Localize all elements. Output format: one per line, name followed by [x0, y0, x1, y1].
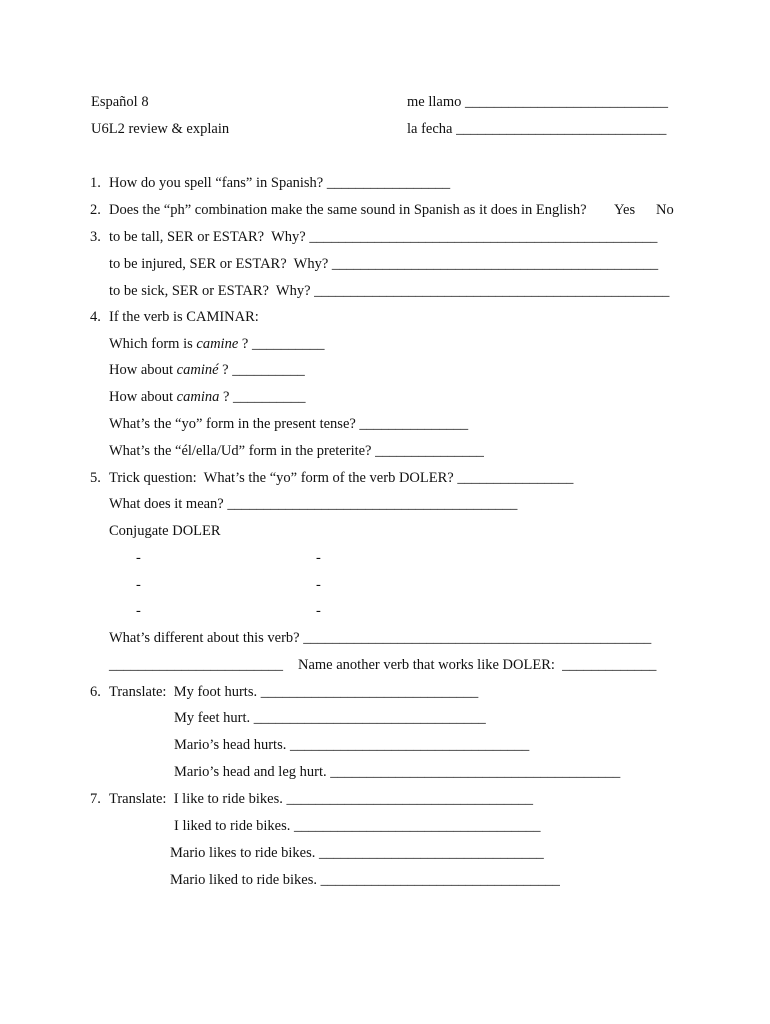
- question-number: 3.: [90, 229, 101, 245]
- answer-no: No: [656, 202, 674, 218]
- answer-yes: Yes: [614, 202, 636, 218]
- text: How about: [109, 362, 177, 378]
- question-number: 7.: [90, 791, 101, 807]
- question-6b: My feet hurt. ________________________________: [174, 710, 486, 726]
- conjugation-dash: -: [316, 577, 321, 593]
- answer-blank: ________________________: [109, 657, 283, 673]
- question-number: 2.: [90, 202, 101, 218]
- question-number: 1.: [90, 175, 101, 191]
- question-4c: [109, 388, 306, 406]
- text: ? __________: [238, 336, 325, 352]
- question-7c: Mario likes to ride bikes. _______________________________: [170, 845, 544, 861]
- question-6c: Mario’s head hurts. _________________________________: [174, 737, 530, 753]
- question-4d: What’s the “yo” form in the present tense? _______________: [109, 416, 469, 432]
- text: Which form is: [109, 336, 197, 352]
- question-6d: Mario’s head and leg hurt. ________________________________________: [174, 764, 621, 780]
- worksheet-subtitle: U6L2 review & explain: [91, 121, 230, 137]
- question-5a: Trick question: What’s the “yo” form of the verb DOLER? ________________: [109, 470, 574, 486]
- question-4e: What’s the “él/ella/Ud” form in the preterite? _______________: [109, 443, 484, 459]
- question-number: 4.: [90, 309, 101, 325]
- question-3b: to be injured, SER or ESTAR? Why? _____________________________________________: [109, 256, 659, 272]
- date-field-label: la fecha _____________________________: [407, 121, 667, 137]
- name-field-label: me llamo ____________________________: [407, 94, 668, 110]
- question-number: 5.: [90, 470, 101, 486]
- question-5d: What’s different about this verb? ________________________________________________: [109, 630, 652, 646]
- conjugation-dash: -: [316, 550, 321, 566]
- conjugation-dash: -: [136, 577, 141, 593]
- question-7a: Translate: I like to ride bikes. __________________________________: [109, 791, 533, 807]
- text: How about: [109, 389, 177, 405]
- question-number: 6.: [90, 684, 101, 700]
- question-7d: Mario liked to ride bikes. _________________________________: [170, 872, 560, 888]
- question-6a: Translate: My foot hurts. ______________________________: [109, 684, 479, 700]
- question-7b: I liked to ride bikes. __________________________________: [174, 818, 541, 834]
- course-title: Español 8: [91, 94, 149, 110]
- verb-form: caminé: [176, 362, 219, 378]
- question-5e: Name another verb that works like DOLER: _____________: [298, 657, 657, 673]
- question-4a: [109, 335, 324, 353]
- question-5b: What does it mean? ________________________________________: [109, 496, 518, 512]
- question-4-intro: If the verb is CAMINAR:: [109, 309, 259, 325]
- question-1: How do you spell “fans” in Spanish? _________________: [109, 175, 451, 191]
- text: ? __________: [219, 389, 306, 405]
- text: ? __________: [218, 362, 305, 378]
- question-4b: [109, 361, 305, 379]
- question-3a: to be tall, SER or ESTAR? Why? ________________________________________________: [109, 229, 658, 245]
- question-2: Does the “ph” combination make the same sound in Spanish as it does in English?: [109, 202, 587, 218]
- verb-form: camina: [176, 389, 220, 405]
- conjugation-dash: -: [136, 550, 141, 566]
- question-3c: to be sick, SER or ESTAR? Why? _________________________________________________: [109, 283, 670, 299]
- conjugation-dash: -: [136, 603, 141, 619]
- conjugation-dash: -: [316, 603, 321, 619]
- question-5c: Conjugate DOLER: [109, 523, 221, 539]
- verb-form: camine: [196, 336, 239, 352]
